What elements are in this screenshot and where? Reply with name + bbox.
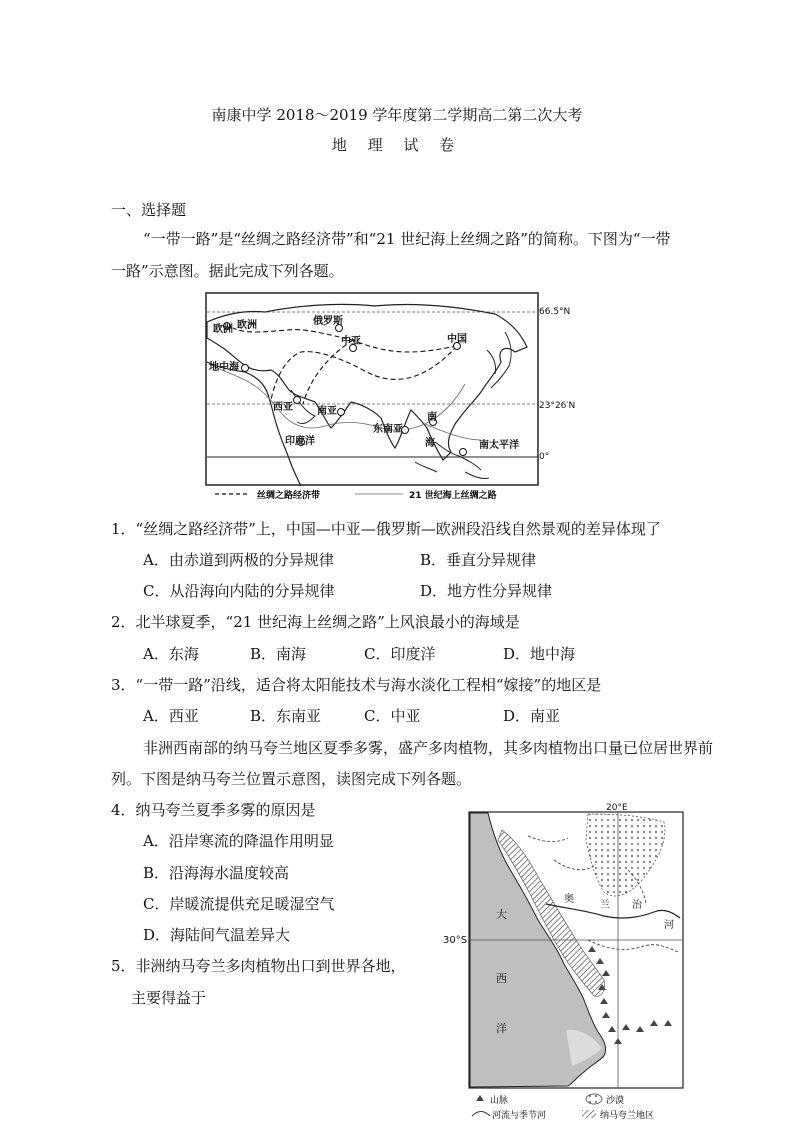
river-char: 兰 <box>600 900 610 911</box>
question-stem: 4．纳马夸兰夏季多雾的原因是 <box>111 801 316 819</box>
option[interactable]: B．南海 <box>250 645 307 663</box>
intro-paragraph-line: 非洲西南部的纳马夸兰地区夏季多雾，盛产多肉植物，其多肉植物出口量已位居世界前 <box>143 739 714 757</box>
option[interactable]: C．岸暖流提供充足暖湿空气 <box>143 895 335 913</box>
mediterranean-marker <box>242 365 249 372</box>
question-stem: 主要得益于 <box>131 989 207 1007</box>
legend-river-label: 河流与季节河 <box>492 1111 547 1121</box>
ocean-char: 西 <box>496 972 507 985</box>
option[interactable]: B．垂直分异规律 <box>420 551 537 569</box>
page-title: 南康中学 2018～2019 学年度第二学期高二第二次大考 <box>211 106 583 124</box>
lat-0-label: 0° <box>539 452 550 462</box>
option[interactable]: A．东海 <box>143 645 199 663</box>
namaqualand-map <box>468 800 686 1120</box>
west-asia-marker <box>294 397 301 404</box>
legend-desert-label: 沙漠 <box>606 1096 625 1106</box>
europe-label: 欧洲 <box>237 320 257 331</box>
legend-mountain-icon <box>476 1095 484 1101</box>
option[interactable]: C．印度洋 <box>364 645 436 663</box>
lat-30s-label: 30°S <box>443 935 468 946</box>
option[interactable]: C．中亚 <box>364 707 421 725</box>
belt-and-road-map <box>205 292 576 502</box>
road-legend-label: 21 世纪海上丝绸之路 <box>409 491 497 501</box>
question-stem: 2．北半球夏季，“21 世纪海上丝绸之路”上风浪最小的海域是 <box>111 613 520 631</box>
sea-label: 海 <box>425 438 435 449</box>
legend-mountain-label: 山脉 <box>490 1096 509 1106</box>
europe-label: 欧洲 <box>213 324 233 335</box>
belt-legend-label: 丝绸之路经济带 <box>257 491 321 501</box>
south-pacific-label: 南太平洋 <box>479 440 519 451</box>
indian-ocean-label: 印度洋 <box>285 436 315 447</box>
mediterranean-label: 地中海 <box>209 362 239 373</box>
lat-23-label: 23°26′N <box>539 401 576 411</box>
river-char: 治 <box>632 900 642 911</box>
intro-paragraph-line: “一带一路”是“丝绸之路经济带”和“21 世纪海上丝绸之路”的简称。下图为“一带 <box>143 230 671 248</box>
option[interactable]: D．地中海 <box>503 645 576 663</box>
legend-river-icon <box>472 1112 490 1117</box>
option[interactable]: A．由赤道到两极的分异规律 <box>143 551 334 569</box>
question-stem: 5．非洲纳马夸兰多肉植物出口到世界各地， <box>111 957 406 975</box>
lat-66-label: 66.5°N <box>539 307 571 317</box>
river-char: 河 <box>664 920 674 931</box>
option[interactable]: B．东南亚 <box>250 707 322 725</box>
section-heading: 一、选择题 <box>111 201 187 219</box>
south-asia-label: 南亚 <box>317 406 337 417</box>
question-stem: 3．“一带一路”沿线，适合将太阳能技术与海水淡化工程相“嫁接”的地区是 <box>111 676 602 694</box>
option[interactable]: D．地方性分异规律 <box>420 582 553 600</box>
option[interactable]: D．海陆间气温差异大 <box>143 926 291 944</box>
option[interactable]: C．从沿海向内陆的分异规律 <box>143 582 335 600</box>
russia-label: 俄罗斯 <box>313 316 343 327</box>
river-char: 奥 <box>564 894 574 905</box>
south-asia-marker <box>338 409 345 416</box>
option[interactable]: D．南亚 <box>503 707 561 725</box>
lon-20e-label: 20°E <box>606 803 628 813</box>
legend-namaqua-icon <box>582 1110 596 1118</box>
option[interactable]: A．西亚 <box>143 707 199 725</box>
legend-namaqua-label: 纳马夸兰地区 <box>600 1111 655 1121</box>
legend-desert-icon <box>586 1094 602 1104</box>
west-asia-label: 西亚 <box>273 402 293 413</box>
intro-paragraph-line: 列。下图是纳马夸兰位置示意图，读图完成下列各题。 <box>111 770 472 788</box>
option[interactable]: A．沿岸寒流的降温作用明显 <box>143 832 334 850</box>
ocean-char: 大 <box>496 908 507 921</box>
central-asia-label: 中亚 <box>341 336 361 347</box>
southeast-asia-label: 东南亚 <box>373 424 403 435</box>
south-pacific-marker <box>460 449 467 456</box>
intro-paragraph-line: 一路”示意图。据此完成下列各题。 <box>111 262 344 280</box>
south-china-sea-label: 南 <box>427 412 437 423</box>
ocean-char: 洋 <box>496 1022 507 1035</box>
question-stem: 1．“丝绸之路经济带”上，中国—中亚—俄罗斯—欧洲段沿线自然景观的差异体现了 <box>111 520 661 538</box>
china-label: 中国 <box>447 334 467 345</box>
page-subtitle: 地 理 试 卷 <box>331 136 463 154</box>
option[interactable]: B．沿海海水温度较高 <box>143 864 290 882</box>
